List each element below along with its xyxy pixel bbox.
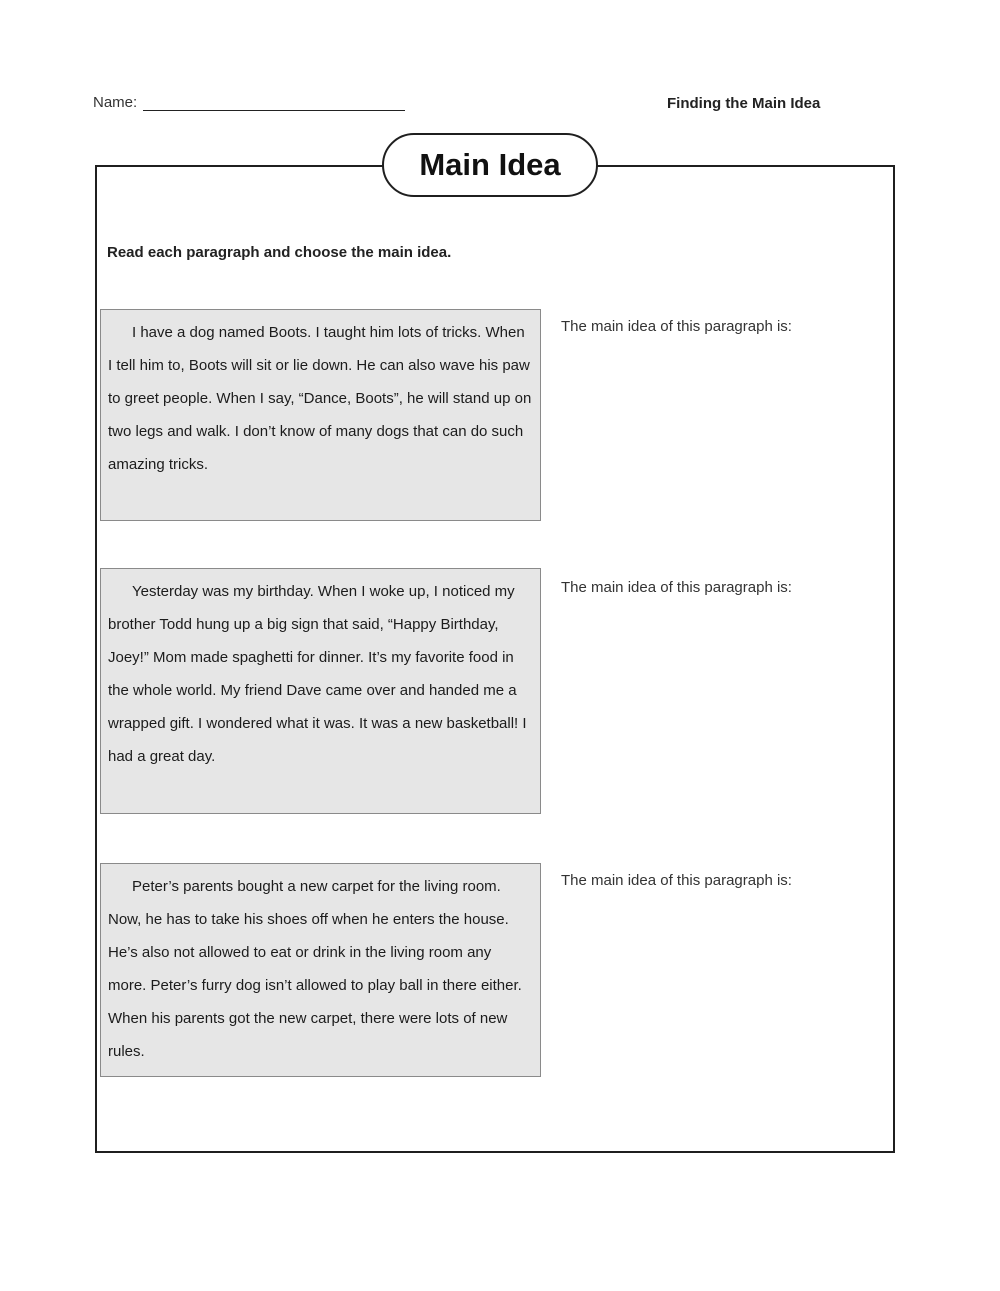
paragraph-box-2 <box>100 568 541 814</box>
paragraph-text-3: Peter’s parents bought a new carpet for the living room. Now, he has to take his shoes off when he enters the house. He’s also not allowed to eat or drink in the living room any more. Peter’s furry dog isn’t allowed to play ball in there either. When his parents got the new carpet, there were lots of new rules. <box>108 878 522 1060</box>
answer-prompt-1: The main idea of this paragraph is: <box>561 318 792 335</box>
name-field <box>93 94 405 111</box>
answer-prompt-2: The main idea of this paragraph is: <box>561 579 792 596</box>
instructions: Read each paragraph and choose the main idea. <box>107 244 452 261</box>
title-banner <box>382 133 598 197</box>
paragraph-text-1: I have a dog named Boots. I taught him lots of tricks. When I tell him to, Boots will sit or lie down. He can also wave his paw to greet people. When I say, “Dance, Boots”, he will stand up on two legs and walk. I don’t know of many dogs that can do such amazing tricks. <box>108 324 532 473</box>
answer-prompt-3: The main idea of this paragraph is: <box>561 872 792 889</box>
name-label: Name: <box>93 94 138 111</box>
name-blank-line[interactable] <box>143 94 405 111</box>
paragraph-text-2: Yesterday was my birthday. When I woke up, I noticed my brother Todd hung up a big sign that said, “Happy Birthday, Joey!” Mom made spaghetti for dinner. It’s my favorite food in the whole world. My friend Dave came over and handed me a wrapped gift. I wondered what it was. It was a new basketball! I had a great day. <box>108 583 527 765</box>
page-title: Main Idea <box>419 147 561 182</box>
worksheet-topic: Finding the Main Idea <box>667 95 821 112</box>
paragraph-box-3 <box>100 863 541 1077</box>
paragraph-box-1 <box>100 309 541 521</box>
